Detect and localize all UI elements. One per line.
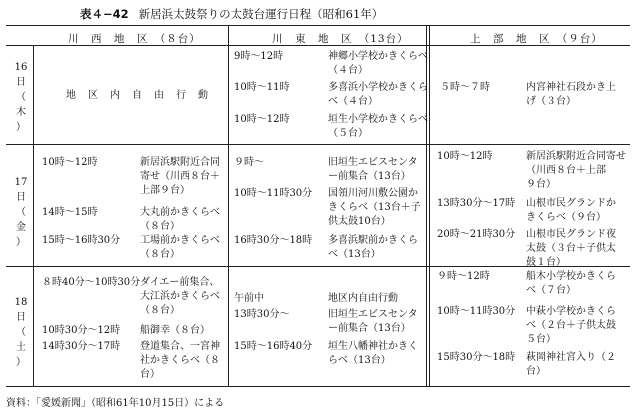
- day-col-rule: [33, 46, 34, 386]
- time-cell: 13時30分〜: [234, 309, 290, 320]
- event-cell: 船御幸（８台）: [140, 325, 210, 336]
- header-kawahigashi: 川 東 地 区 （13台）: [272, 33, 409, 45]
- event-cell: 旧垣生エビスセンタ ー前集合（13台）: [328, 309, 418, 334]
- table-number: 表４−42: [80, 7, 129, 21]
- time-cell: 10時〜11時30分: [234, 188, 313, 199]
- time-cell: ８時40分〜10時30分: [42, 277, 141, 288]
- event-cell: 大丸前かきくらべ （８台）: [140, 207, 220, 232]
- table-title: [80, 6, 383, 22]
- time-cell: 13時30分〜17時: [437, 198, 516, 209]
- col-rule-1: [228, 25, 229, 386]
- table-caption: 新居浜太鼓祭りの太鼓台運行日程（昭和61年）: [138, 7, 384, 21]
- event-cell: 神郷小学校かきくらべ （４台）: [328, 51, 428, 76]
- event-cell: 中萩小学校かきくら べ（２台＋子供太鼓 ５台）: [526, 306, 616, 345]
- event-cell: 垣生小学校かきくらべ （５台）: [328, 114, 428, 139]
- event-cell: 新居浜駅附近合同寄せ （川西８台＋上部 ９台）: [526, 151, 626, 190]
- time-cell: 15時〜16時30分: [42, 235, 121, 246]
- col-rule-2a: [426, 25, 427, 386]
- day-16: 16 日 （ 木 ）: [14, 62, 28, 133]
- time-cell: 9時〜12時: [234, 51, 284, 62]
- event-cell: 船木小学校かきくら べ（７台）: [526, 271, 616, 296]
- day-17: 17 日 （ 金 ）: [14, 177, 28, 248]
- event-cell: 旧垣生エビスセンタ ー前集合（13台）: [328, 157, 418, 182]
- source-note: 資料：「愛媛新聞」（昭和61年10月15日）による: [6, 398, 225, 409]
- free-action-kawanishi: 地 区 内 自 由 行 動: [66, 90, 209, 101]
- time-cell: ９時〜: [234, 157, 264, 168]
- time-cell: 午前中: [234, 293, 264, 304]
- bottom-rule: [6, 386, 630, 387]
- day-18: 18 日 （ 土 ）: [14, 297, 28, 368]
- event-cell: 多喜浜駅前かきくら べ（13台）: [328, 235, 418, 260]
- event-cell: 山根市民グランドか きくらべ（９台）: [526, 198, 616, 223]
- time-cell: 10時〜12時: [42, 157, 98, 168]
- row-rule-16: [6, 144, 630, 145]
- event-cell: 地区内自由行動: [328, 293, 398, 304]
- col-rule-2b: [429, 25, 430, 386]
- time-cell: 20時〜21時30分: [437, 229, 516, 240]
- time-cell: 14時30分〜17時: [42, 341, 121, 352]
- time-cell: 10時30分〜12時: [42, 325, 121, 336]
- time-cell: 14時〜15時: [42, 207, 98, 218]
- time-cell: 10時〜12時: [234, 114, 290, 125]
- time-cell: 15時30分〜18時: [437, 352, 516, 363]
- event-cell: ダイエー前集合、 大江浜かきくらべ （８台）: [140, 277, 220, 316]
- event-cell: 山根市民グランド夜 太鼓（３台＋子供太 鼓１台）: [526, 229, 616, 268]
- time-cell: 16時30分〜18時: [234, 235, 313, 246]
- event-cell: 国領川河川敷公園か きくらべ（13台＋子 供太鼓10台）: [328, 188, 421, 227]
- time-cell: 10時〜11時: [234, 82, 290, 93]
- time-cell: ５時〜７時: [440, 82, 490, 93]
- event-cell: 多喜浜小学校かきくら べ（４台）: [328, 82, 428, 107]
- header-jobu: 上 部 地 区 （９台）: [470, 33, 603, 45]
- event-cell: 新居浜駅附近合同 寄せ（川西８台＋ 上部９台）: [140, 157, 220, 196]
- event-cell: 萩岡神社宮入り（２ 台）: [526, 352, 616, 377]
- time-cell: 10時〜12時: [437, 151, 493, 162]
- event-cell: 垣生八幡神社かきく らべ（13台）: [328, 341, 418, 366]
- header-kawanishi: 川 西 地 区 （８台）: [68, 33, 201, 45]
- top-rule: [6, 25, 630, 26]
- event-cell: 工場前かきくらべ （８台）: [140, 235, 220, 260]
- time-cell: 15時〜16時40分: [234, 341, 313, 352]
- event-cell: 登道集合、一宮神 社かきくらべ（８ 台）: [140, 341, 220, 380]
- time-cell: ９時〜12時: [437, 271, 490, 282]
- event-cell: 内宮神社石段かき上 げ（３台）: [526, 82, 616, 107]
- time-cell: 10時〜11時30分: [437, 306, 516, 317]
